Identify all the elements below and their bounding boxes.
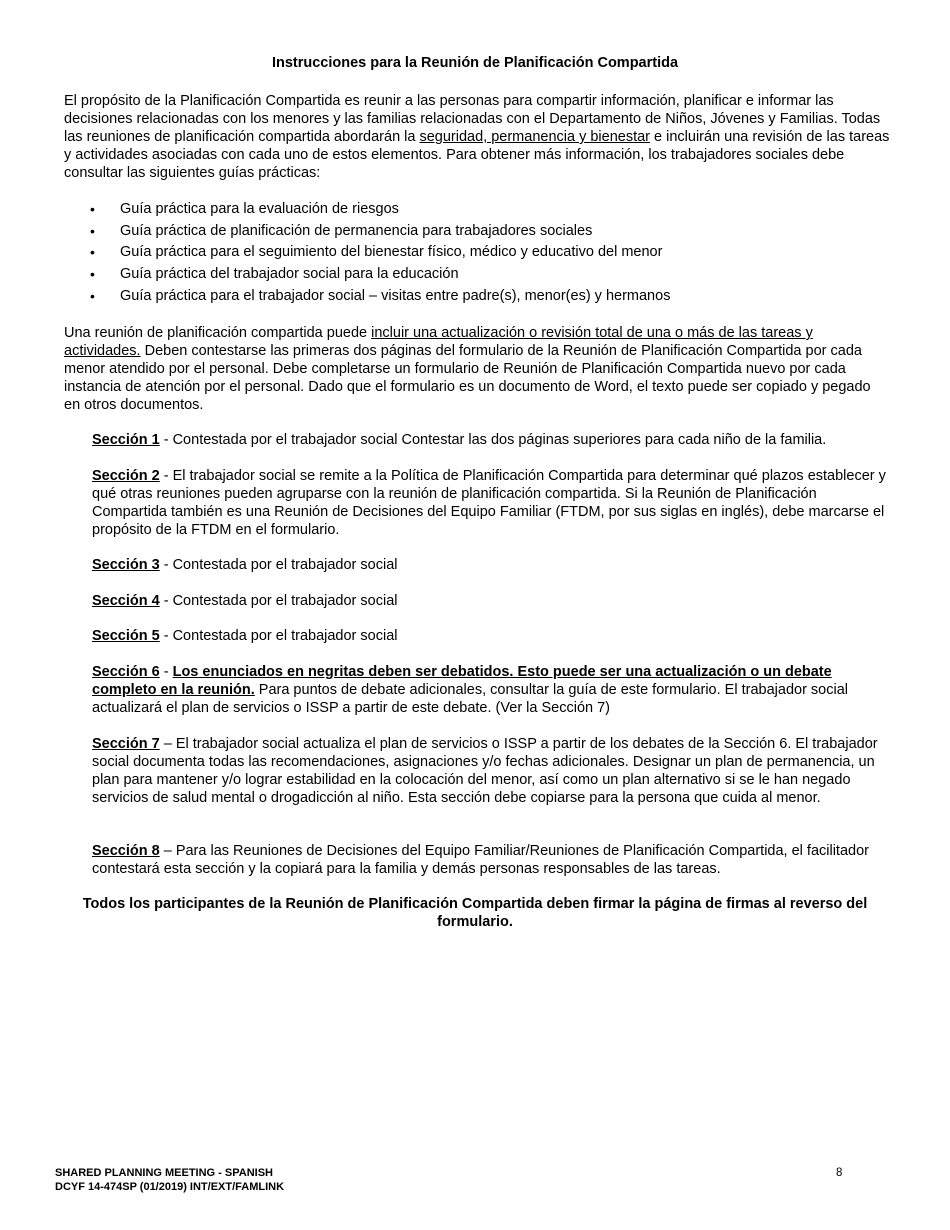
section-7-label: Sección 7 [92, 736, 160, 752]
section-8-label: Sección 8 [92, 843, 160, 859]
form-footer [55, 1166, 284, 1194]
signature-instruction: Todos los participantes de la Reunión de Planificación Compartida deben firmar la página de firmas al reverso del formulario. [82, 896, 868, 930]
section-8-text: – Para las Reuniones de Decisiones del Equipo Familiar/Reuniones de Planificación Compartida, el facilitador contestará esta sección y la copiará para la familia y demás personas responsables de las tareas. [92, 843, 869, 877]
section-3-label: Sección 3 [92, 557, 160, 573]
page-number: 8 [836, 1167, 843, 1179]
intro-text-2: e incluirán una revisión de las tareas y actividades asociadas con cada uno de estos elementos. Para obtener más información, los trabajadores sociales debe consultar las siguientes guías prácticas: [64, 129, 890, 181]
section-5-label: Sección 5 [92, 628, 160, 644]
section-6-label: Sección 6 [92, 664, 160, 680]
section-7-text: – El trabajador social actualiza el plan de servicios o ISSP a partir de los debates de la Sección 6. El trabajador social documenta todas las recomendaciones, asignaciones y/o fechas adicionales. Designar un plan de permanencia, un plan para mantener y/o lograr estabilidad en la colocación del menor, así como un plan alternativo si se le han negado servicios de salud mental o drogadicción al niño. Esta sección debe copiarse para la persona que cuida al menor. [92, 736, 878, 806]
list-item: • Guía práctica del trabajador social para la educación [64, 264, 884, 286]
section-6-bold-text-2: . Esto puede ser una actualización o un debate completo en la reunión. [92, 664, 832, 698]
intro-underlined-text: seguridad, permanencia y bienestar [419, 129, 651, 145]
section-4-paragraph [92, 592, 892, 610]
section-8-paragraph [92, 842, 892, 878]
section-2-paragraph [92, 467, 892, 539]
section-4-text: - Contestada por el trabajador social [159, 593, 398, 609]
practice-guides-list [64, 199, 884, 307]
section-6-separator: - [159, 664, 173, 680]
list-item: • Guía práctica para el seguimiento del bienestar físico, médico y educativo del menor [64, 242, 884, 264]
list-item: • Guía práctica para la evaluación de riesgos [64, 199, 884, 221]
section-6-paragraph [92, 663, 892, 717]
section-3-paragraph [92, 556, 892, 574]
footer-form-number: DCYF 14-474SP (01/2019) INT/EXT/FAMLINK [55, 1181, 285, 1193]
section-6-bold-text-1: Los enunciados en negritas deben ser debatidos [172, 664, 510, 680]
section-1-label: Sección 1 [92, 432, 160, 448]
section-5-paragraph [92, 627, 892, 645]
section-1-text: - Contestada por el trabajador social Contestar las dos páginas superiores para cada niño de la familia. [159, 432, 827, 448]
footer-form-title: SHARED PLANNING MEETING - SPANISH [55, 1167, 273, 1179]
section-2-text: - El trabajador social se remite a la Política de Planificación Compartida para determinar qué plazos establecer y qué otras reuniones pueden agruparse con la reunión de planificación compartida. Si la Reunión de Planificación Compartida también es una Reunión de Decisiones del Equipo Familiar (FTDM, por sus siglas en inglés), debe marcarse el propósito de la FTDM en el formulario. [92, 468, 886, 538]
update-underlined-text: incluir una actualización o revisión total de una o más de las tareas y actividades. [64, 325, 813, 359]
section-3-text: - Contestada por el trabajador social [159, 557, 398, 573]
section-5-text: - Contestada por el trabajador social [159, 628, 398, 644]
intro-paragraph [64, 92, 890, 182]
update-paragraph [64, 324, 890, 414]
page-title: Instrucciones para la Reunión de Planificación Compartida [271, 55, 679, 71]
section-7-paragraph [92, 735, 892, 807]
list-item: • Guía práctica para el trabajador social – visitas entre padre(s), menor(es) y hermanos [64, 286, 884, 308]
list-item: • Guía práctica de planificación de permanencia para trabajadores sociales [64, 221, 884, 243]
section-2-label: Sección 2 [92, 468, 160, 484]
section-1-paragraph [92, 431, 892, 449]
update-text-2: Deben contestarse las primeras dos páginas del formulario de la Reunión de Planificación Compartida por cada menor atendido por el personal. Debe completarse un formulario de Reunión de Planificación Compartida nuevo por cada instancia de atención por el personal. Dado que el formulario es un documento de Word, el texto puede ser copiado y pegado en otros documentos. [64, 343, 871, 413]
update-text-1: Una reunión de planificación compartida puede [64, 325, 372, 341]
section-4-label: Sección 4 [92, 593, 160, 609]
section-6-text: Para puntos de debate adicionales, consultar la guía de este formulario. El trabajador social actualizará el plan de servicios o ISSP a partir de este debate. (Ver la Sección 7) [92, 682, 848, 716]
intro-text-1: El propósito de la Planificación Compartida es reunir a las personas para compartir información, planificar e informar las decisiones relacionadas con los menores y las familias relacionadas con el Departamento de Niños, Jóvenes y Familias. Todas las reuniones de planificación compartida abordarán la [64, 93, 881, 145]
